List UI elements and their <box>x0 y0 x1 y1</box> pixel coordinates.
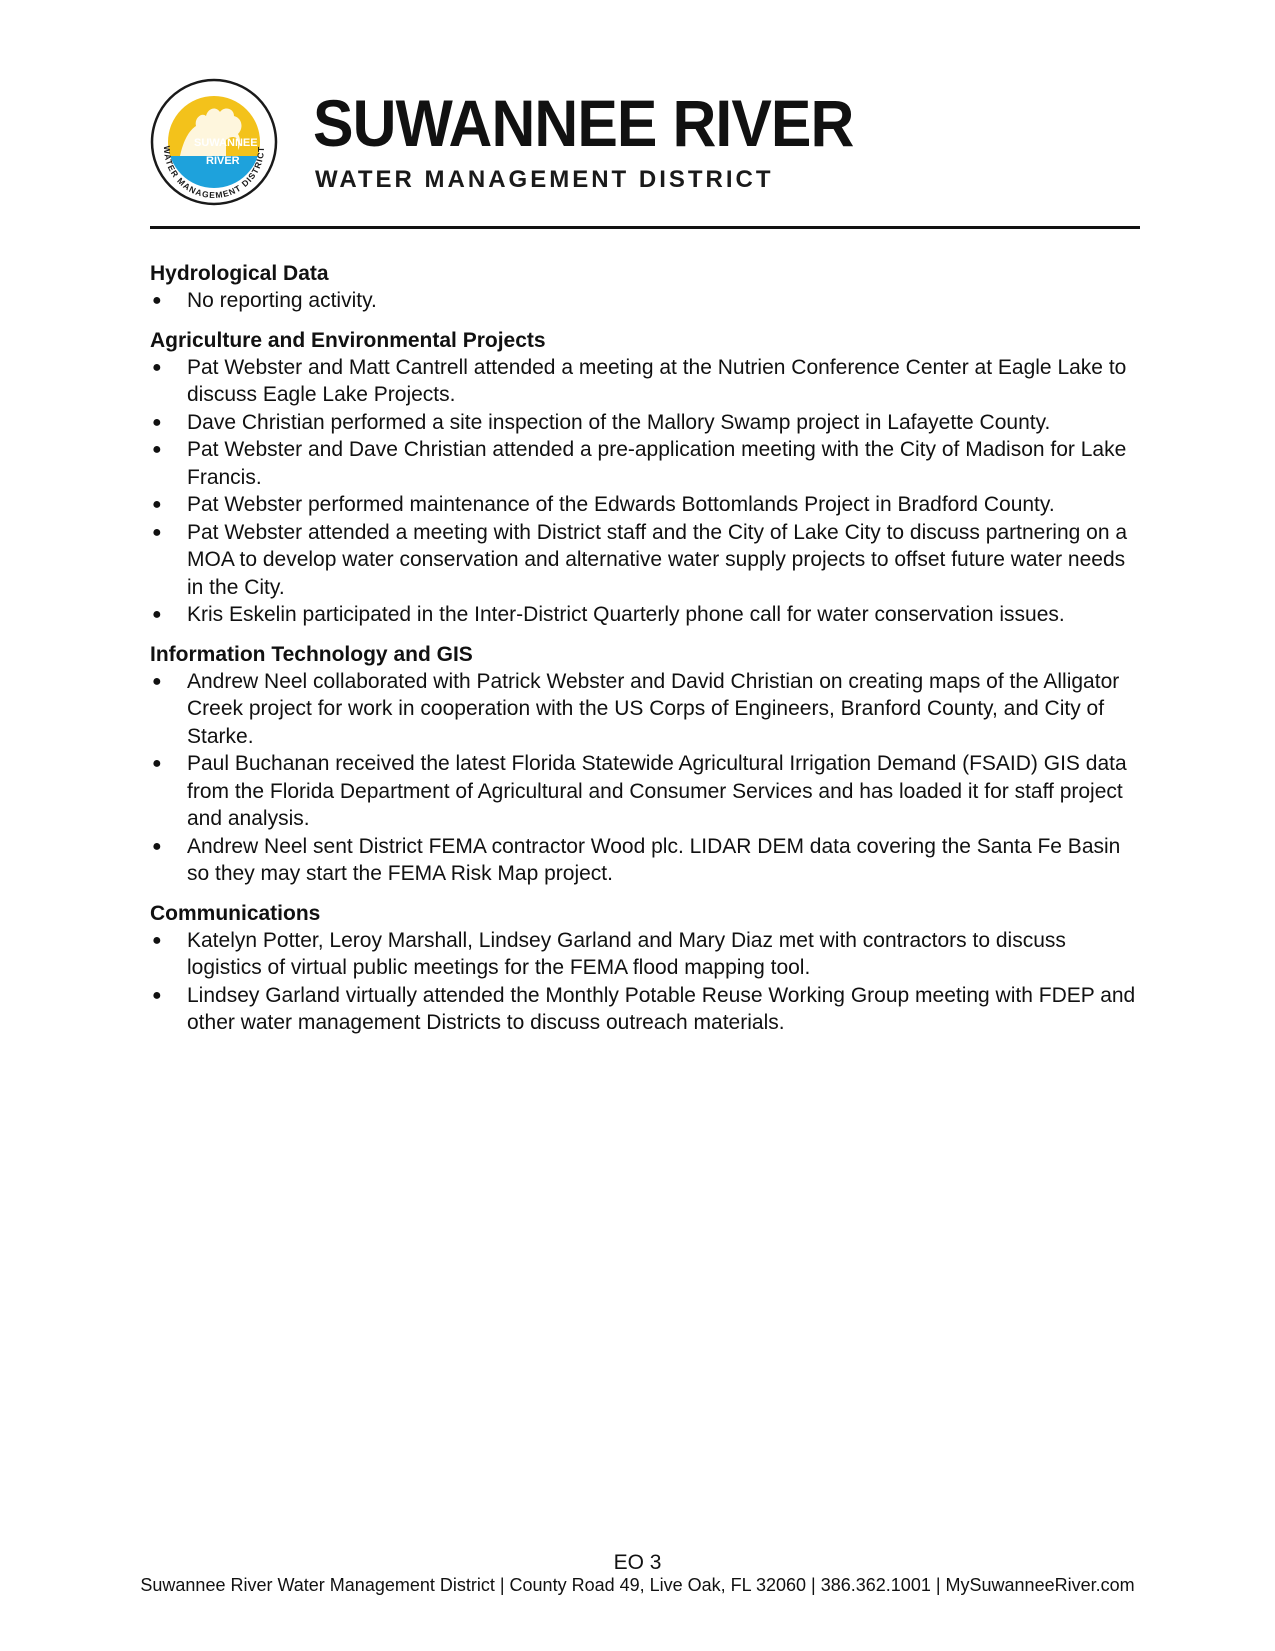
logo-text-mid: RIVER <box>206 155 240 167</box>
list-item-text: Pat Webster attended a meeting with District staff and the City of Lake City to discuss partnering on a MOA to develop water conservation and alternative water supply projects to offset future water needs in the City. <box>187 520 1128 599</box>
report-section <box>150 327 1140 629</box>
bullet-icon: ● <box>152 413 162 431</box>
list-item <box>150 927 1140 982</box>
list-item <box>150 982 1140 1037</box>
list-item <box>150 354 1140 409</box>
bullet-icon: ● <box>152 523 162 541</box>
logo-text-top: SUWANNEE <box>194 137 258 149</box>
list-item <box>150 601 1140 629</box>
list-item-text: Andrew Neel sent District FEMA contractor Wood plc. LIDAR DEM data covering the Santa Fe Basin so they may start the FEMA Risk Map project. <box>187 834 1121 885</box>
bullet-list <box>150 927 1140 1037</box>
report-section <box>150 900 1140 1037</box>
bullet-icon: ● <box>152 837 162 855</box>
section-heading: Communications <box>150 901 321 925</box>
list-item-text: No reporting activity. <box>187 289 377 312</box>
list-item-text: Katelyn Potter, Leroy Marshall, Lindsey Garland and Mary Diaz met with contractors to discuss logistics of virtual public meetings for the FEMA flood mapping tool. <box>187 928 1066 979</box>
section-heading: Information Technology and GIS <box>150 642 473 666</box>
brand-title: SUWANNEE RIVER <box>313 86 854 160</box>
list-item <box>150 287 1140 315</box>
bullet-list <box>150 668 1140 888</box>
list-item-text: Dave Christian performed a site inspection of the Mallory Swamp project in Lafayette County. <box>187 410 1051 434</box>
list-item-text: Paul Buchanan received the latest Florida Statewide Agricultural Irrigation Demand (FSAID) GIS data from the Florida Department of Agricultural and Consumer Services and has loaded it for staff project and analysis. <box>187 752 1127 830</box>
list-item <box>150 519 1140 602</box>
bullet-icon: ● <box>152 606 162 623</box>
bullet-icon: ● <box>152 496 162 513</box>
list-item-text: Pat Webster performed maintenance of the Edwards Bottomlands Project in Bradford County. <box>187 493 1055 516</box>
bullet-icon: ● <box>152 358 162 376</box>
page-number: EO 3 <box>613 1551 662 1574</box>
list-item <box>150 436 1140 491</box>
brand-subtitle: WATER MANAGEMENT DISTRICT <box>315 166 774 193</box>
bullet-icon: ● <box>152 986 162 1004</box>
report-section <box>150 260 1140 315</box>
bullet-icon: ● <box>152 292 162 309</box>
list-item <box>150 833 1140 888</box>
bullet-icon: ● <box>152 672 162 690</box>
list-item-text: Kris Eskelin participated in the Inter-District Quarterly phone call for water conservation issues. <box>187 603 1065 626</box>
list-item <box>150 750 1140 833</box>
section-heading: Hydrological Data <box>150 262 329 285</box>
letterhead <box>150 78 1140 208</box>
district-logo <box>150 78 278 206</box>
list-item <box>150 491 1140 519</box>
bullet-icon: ● <box>152 931 162 949</box>
bullet-icon: ● <box>152 755 162 772</box>
report-section <box>150 641 1140 888</box>
section-heading: Agriculture and Environmental Projects <box>150 328 546 352</box>
bullet-list <box>150 354 1140 629</box>
list-item-text: Pat Webster and Matt Cantrell attended a meeting at the Nutrien Conference Center at Eagle Lake to discuss Eagle Lake Projects. <box>187 355 1127 406</box>
list-item-text: Lindsey Garland virtually attended the Monthly Potable Reuse Working Group meeting with FDEP and other water management Districts to discuss outreach materials. <box>187 983 1136 1034</box>
bullet-list <box>150 287 1140 315</box>
header-divider <box>150 226 1140 229</box>
list-item <box>150 668 1140 751</box>
report-body <box>150 260 1140 1049</box>
footer-contact: Suwannee River Water Management District | County Road 49, Live Oak, FL 32060 | 386.362.1001 | MySuwanneeRiver.com <box>140 1575 1135 1595</box>
list-item-text: Pat Webster and Dave Christian attended a pre-application meeting with the City of Madison for Lake Francis. <box>187 438 1127 489</box>
list-item <box>150 409 1140 437</box>
logo-ring-text: WATER MANAGEMENT DISTRICT <box>161 145 267 201</box>
bullet-icon: ● <box>152 441 162 458</box>
list-item-text: Andrew Neel collaborated with Patrick Webster and David Christian on creating maps of the Alligator Creek project for work in cooperation with the US Corps of Engineers, Branford County, and City of Starke. <box>187 669 1120 748</box>
